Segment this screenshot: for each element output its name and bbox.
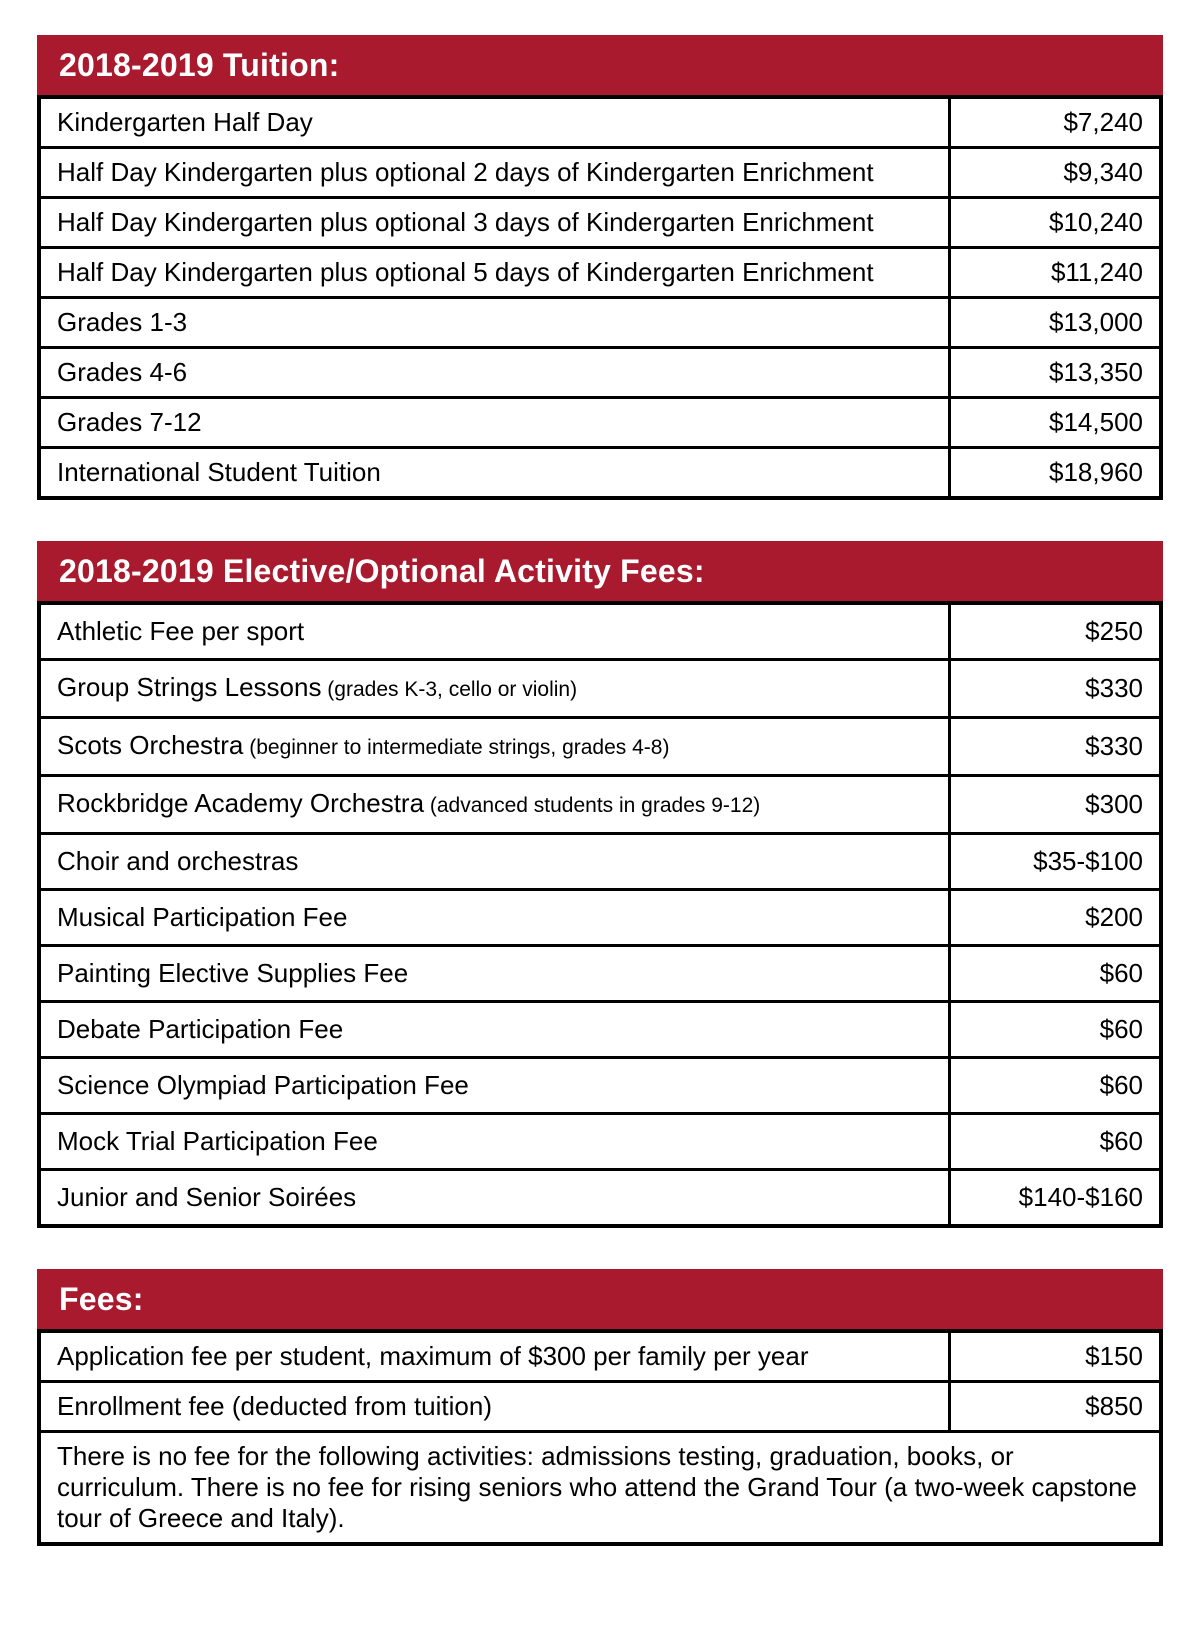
fee-section (37, 35, 1163, 500)
row-label: Application fee per student, maximum of $300 per family per year (57, 1341, 809, 1371)
row-note: (beginner to intermediate strings, grades 4-8) (243, 736, 670, 759)
row-value: $14,500 (950, 398, 1162, 448)
row-value: $9,340 (950, 148, 1162, 198)
row-value: $60 (950, 1114, 1162, 1170)
fee-table-body (39, 603, 1161, 1226)
row-value: $60 (950, 1002, 1162, 1058)
row-note: (grades K-3, cello or violin) (321, 678, 578, 701)
fee-table-body (39, 1331, 1161, 1544)
table-row (39, 890, 1161, 946)
row-label-cell (39, 718, 950, 776)
row-label-cell (39, 660, 950, 718)
row-label: International Student Tuition (57, 457, 381, 487)
tables-container (37, 35, 1163, 1546)
fee-section (37, 1269, 1163, 1546)
row-label-cell (39, 97, 950, 148)
row-value: $7,240 (950, 97, 1162, 148)
table-row (39, 603, 1161, 660)
row-label: Athletic Fee per sport (57, 616, 305, 646)
fee-table-body (39, 97, 1161, 498)
row-label-cell (39, 1002, 950, 1058)
row-label: Grades 7-12 (57, 407, 202, 437)
row-value: $150 (950, 1331, 1162, 1382)
table-row (39, 97, 1161, 148)
row-label-cell (39, 834, 950, 890)
section-header: 2018-2019 Elective/Optional Activity Fees: (37, 541, 1163, 601)
row-label: Half Day Kindergarten plus optional 3 days of Kindergarten Enrichment (57, 207, 874, 237)
table-row (39, 1170, 1161, 1227)
row-label-cell (39, 890, 950, 946)
row-label: Grades 4-6 (57, 357, 188, 387)
row-label: Junior and Senior Soirées (57, 1182, 357, 1212)
row-label-cell (39, 398, 950, 448)
row-label: Choir and orchestras (57, 846, 299, 876)
row-label-cell (39, 348, 950, 398)
table-row (39, 1382, 1161, 1432)
row-value: $60 (950, 1058, 1162, 1114)
row-label-cell (39, 603, 950, 660)
row-value: $850 (950, 1382, 1162, 1432)
row-value: $13,350 (950, 348, 1162, 398)
table-row (39, 834, 1161, 890)
table-row (39, 946, 1161, 1002)
row-label-cell (39, 1331, 950, 1382)
row-value: $35-$100 (950, 834, 1162, 890)
section-header: 2018-2019 Tuition: (37, 35, 1163, 95)
table-row (39, 398, 1161, 448)
row-value: $330 (950, 718, 1162, 776)
fee-table (37, 601, 1163, 1228)
row-label-cell (39, 776, 950, 834)
row-label-cell (39, 1170, 950, 1227)
table-row (39, 1114, 1161, 1170)
fee-table (37, 95, 1163, 500)
row-value: $300 (950, 776, 1162, 834)
table-row (39, 1331, 1161, 1382)
table-row (39, 776, 1161, 834)
table-row (39, 718, 1161, 776)
row-label: Painting Elective Supplies Fee (57, 958, 409, 988)
row-label-cell (39, 198, 950, 248)
table-row (39, 448, 1161, 499)
row-label: Half Day Kindergarten plus optional 5 days of Kindergarten Enrichment (57, 257, 874, 287)
table-row (39, 298, 1161, 348)
row-label-cell (39, 448, 950, 499)
row-label-cell (39, 1114, 950, 1170)
row-note: (advanced students in grades 9-12) (424, 794, 761, 817)
row-label: Musical Participation Fee (57, 902, 348, 932)
row-label: Half Day Kindergarten plus optional 2 days of Kindergarten Enrichment (57, 157, 874, 187)
table-row (39, 248, 1161, 298)
row-value: $250 (950, 603, 1162, 660)
table-row (39, 1002, 1161, 1058)
row-value: $11,240 (950, 248, 1162, 298)
row-label: Science Olympiad Participation Fee (57, 1070, 469, 1100)
footnote-row (39, 1432, 1161, 1545)
row-label-cell (39, 1058, 950, 1114)
section-header: Fees: (37, 1269, 1163, 1329)
row-value: $13,000 (950, 298, 1162, 348)
row-label-cell (39, 1382, 950, 1432)
row-value: $60 (950, 946, 1162, 1002)
row-label: Scots Orchestra (57, 730, 244, 760)
table-row (39, 660, 1161, 718)
table-row (39, 348, 1161, 398)
row-label: Enrollment fee (deducted from tuition) (57, 1391, 492, 1421)
table-row (39, 148, 1161, 198)
fee-table (37, 1329, 1163, 1546)
footnote-text: There is no fee for the following activities: admissions testing, graduation, books, or curriculum. There is no fee for rising seniors who attend the Grand Tour (a two-week capstone tour of Greece and Italy). (39, 1432, 1161, 1545)
fee-section (37, 541, 1163, 1228)
row-label: Grades 1-3 (57, 307, 188, 337)
row-label-cell (39, 298, 950, 348)
table-row (39, 198, 1161, 248)
row-label: Group Strings Lessons (57, 672, 322, 702)
row-value: $18,960 (950, 448, 1162, 499)
row-label: Mock Trial Participation Fee (57, 1126, 378, 1156)
row-label: Kindergarten Half Day (57, 107, 313, 137)
row-value: $140-$160 (950, 1170, 1162, 1227)
row-label: Debate Participation Fee (57, 1014, 344, 1044)
row-label-cell (39, 946, 950, 1002)
table-row (39, 1058, 1161, 1114)
row-label: Rockbridge Academy Orchestra (57, 788, 425, 818)
row-value: $330 (950, 660, 1162, 718)
row-label-cell (39, 148, 950, 198)
row-value: $200 (950, 890, 1162, 946)
row-value: $10,240 (950, 198, 1162, 248)
row-label-cell (39, 248, 950, 298)
